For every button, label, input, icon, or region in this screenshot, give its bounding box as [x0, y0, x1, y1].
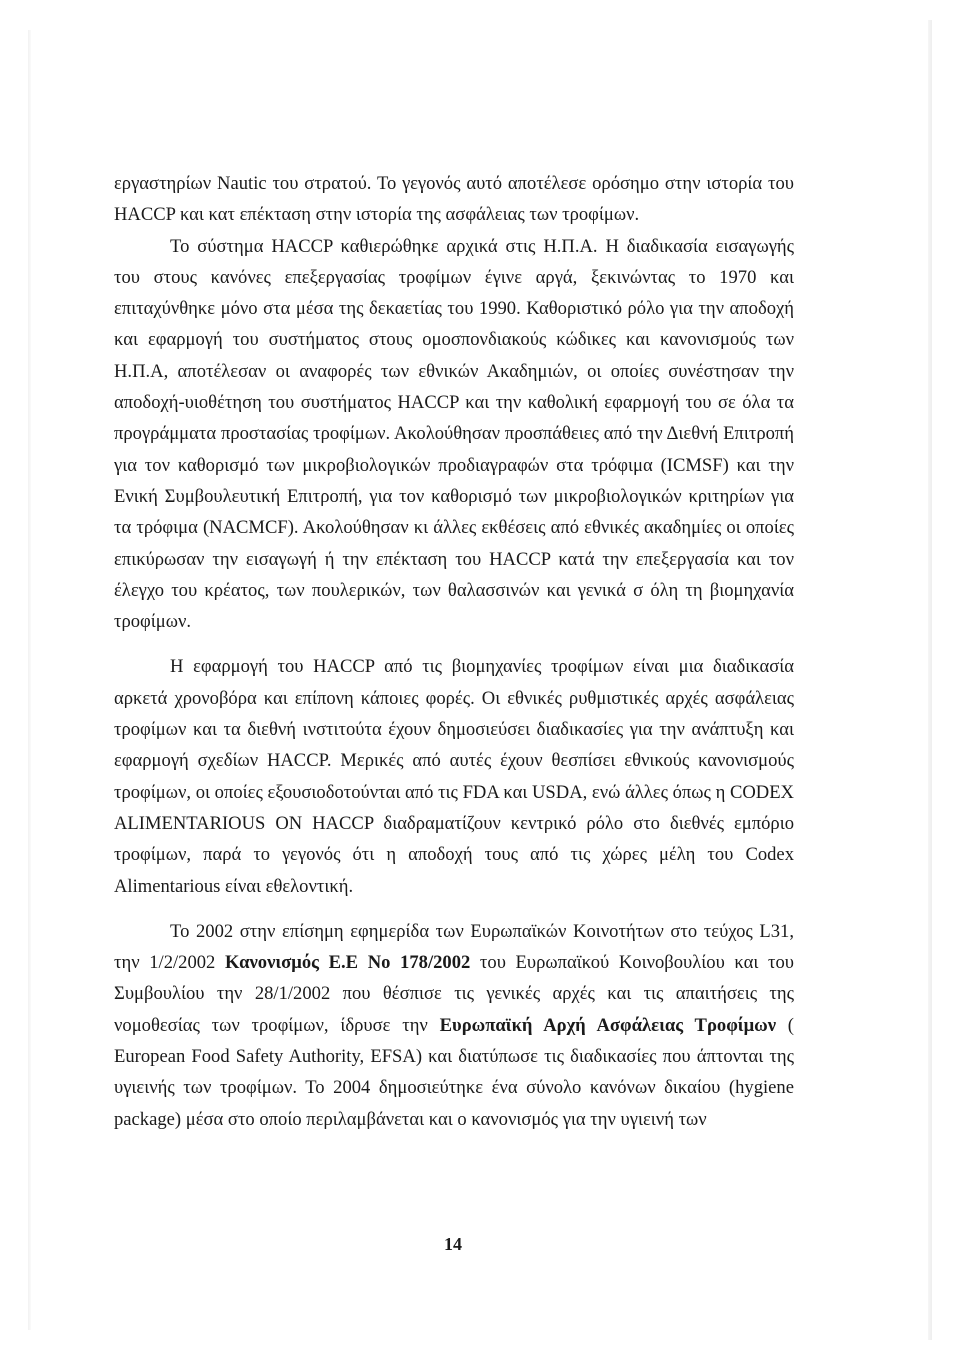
scan-edge-right: [928, 20, 932, 1340]
paragraph-4-part-3: ( European Food Safety Authority, EFSA) και διατύπωσε τις διαδικασίες που άπτονται της υγιεινής των τροφίμων. Το 2004 δημοσιεύτηκε ένα σύνολο κανόνων δικαίου (hygiene package) μέσα στο οποίο περιλαμβάνεται και ο κανονισμός για την υγιεινή των: [114, 1014, 795, 1130]
paragraph-2-part-2: Ακολούθησαν προσπάθειες από την Διεθνή Επιτροπή για τον καθορισμό των μικροβιολογικών προδιαγραφών στα τρόφιμα (ICMSF) και την Ενική Συμβουλευτική Επιτροπή, για τον καθορισμό των μικροβιολογικών κριτηρίων για τα τρόφιμα (NACMCF). Ακολούθησαν κι άλλες εκθέσεις από εθνικές ακαδημίες οι οποίες επικύρωσαν την εισαγωγή ή την επέκταση του HACCP κατά την επεξεργασία και τον έλεγχο του κρέατος, των πουλερικών, των θαλασσινών και γενικά σ όλη τη βιομηχανία τροφίμων.: [114, 423, 795, 633]
paragraph-2-part-1: Το σύστημα HACCP καθιερώθηκε αρχικά στις Η.Π.Α. Η διαδικασία εισαγωγής του στους κανόνες επεξεργασίας τροφίμων έγινε αργά, ξεκινώντας το 1970 και επιταχύνθηκε μόνο στα μέσα της δεκαετίας του 1990. Καθοριστικό ρόλο για την αποδοχή και εφαρμογή του συστήματος στους ομοσπονδιακούς κώδικες και κανονισμούς των Η.Π.Α, αποτέλεσαν οι αναφορές των εθνικών Ακαδημιών, οι οποίες συνέστησαν την αποδοχή-υιοθέτηση του συστήματος HACCP και την καθολική εφαρμογή του σε όλα τα προγράμματα προστασίας τροφίμων.: [114, 235, 794, 445]
paragraph-2: [114, 231, 794, 638]
scan-edge-left: [28, 30, 31, 1330]
page-number: 14: [444, 1234, 462, 1254]
efsa-name: Ευρωπαϊκή Αρχή Ασφάλειας Τροφίμων: [439, 1014, 777, 1036]
paragraph-1: εργαστηρίων Nautic του στρατού. Το γεγονός αυτό αποτέλεσε ορόσημο στην ιστορία του HACCP και κατ επέκταση στην ιστορία της ασφάλειας των τροφίμων.: [114, 173, 794, 226]
body-text: [114, 168, 794, 1135]
paragraph-3: Η εφαρμογή του HACCP από τις βιομηχανίες τροφίμων είναι μια διαδικασία αρκετά χρονοβόρα και επίπονη κάποιες φορές. Οι εθνικές ρυθμιστικές αρχές ασφάλειας τροφίμων και τα διεθνή ινστιτούτα έχουν δημοσιεύσει διαδικασίες για την ανάπτυξη και εφαρμογή σχεδίων HACCP. Μερικές από αυτές έχουν θεσπίσει εθνικούς κανονισμούς τροφίμων, οι οποίες εξουσιοδοτούνται από τις FDA και USDA, ενώ άλλες όπως η CODEX ALIMENTARIOUS ON HACCP διαδραματίζουν κεντρικό ρόλο στο διεθνές εμπόριο τροφίμων, παρά το γεγονός ότι η αποδοχή τους από τις χώρες μέλη του Codex Alimentarious είναι εθελοντική.: [114, 656, 794, 897]
paragraph-4: [114, 916, 794, 1135]
regulation-name: Κανονισμός Ε.Ε Νο 178/2002: [225, 952, 471, 974]
paragraph-4-part-1: Το 2002 στην επίσημη εφημερίδα των Ευρωπαϊκών Κοινοτήτων στο τεύχος L31, την 1/2/2002: [114, 920, 794, 974]
paragraph-4-part-2: του Ευρωπαϊκού Κοινοβουλίου και του Συμβουλίου την 28/1/2002 που θέσπισε τις γενικές αρχές και τις απαιτήσεις της νομοθεσίας των τροφίμων, ίδρυσε την: [114, 952, 794, 1036]
